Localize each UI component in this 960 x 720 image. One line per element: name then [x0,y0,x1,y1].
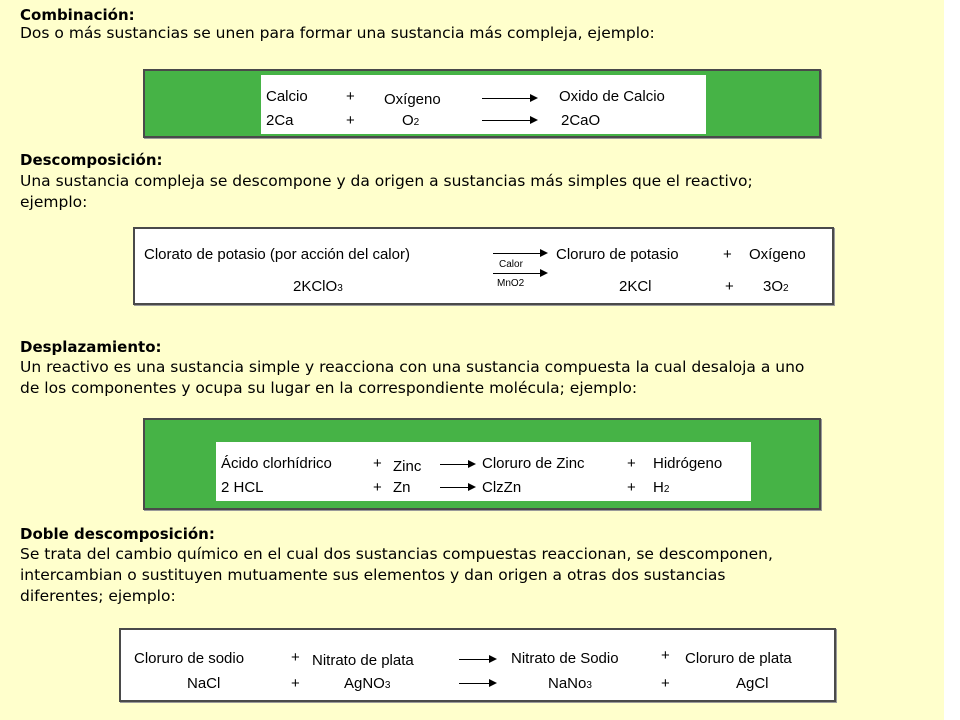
product-name: Cloruro de plata [685,650,792,667]
reactant-formula: Zn [393,479,411,496]
plus-sign: + [661,675,670,692]
reactant-formula: 2 HCL [221,479,264,496]
reactant-name: Ácido clorhídrico [221,455,332,472]
product-name: Oxido de Calcio [559,88,665,105]
reactant-name: Calcio [266,88,308,105]
description-line: diferentes; ejemplo: [20,587,176,605]
description-line: de los componentes y ocupa su lugar en la correspondiente molécula; ejemplo: [20,379,638,397]
plus-sign: + [723,246,732,263]
reaction-arrow [459,659,495,660]
reactant-formula: O2 [402,112,420,129]
product-name: Oxígeno [749,246,806,263]
plus-sign: + [373,455,382,472]
reactant-name: Cloruro de sodio [134,650,245,667]
section-heading-doble-descomposicion: Doble descomposición: [20,525,215,543]
reactant-formula: 2KClO3 [293,278,343,295]
product-formula: 2KCl [619,278,652,295]
reaction-arrow [440,487,474,488]
section-description-desplazamiento [20,357,804,399]
description-line: Dos o más sustancias se unen para formar una sustancia más compleja, ejemplo: [20,24,655,42]
plus-sign: + [373,479,382,496]
arrow-condition-label: Calor [499,259,523,270]
reactant-name: Oxígeno [384,91,441,108]
product-formula: 2CaO [561,112,601,129]
reaction-arrow [493,253,546,254]
product-name: Nitrato de Sodio [511,650,619,667]
section-heading-descomposicion: Descomposición: [20,151,163,169]
equation-panel-desplazamiento [143,418,821,510]
section-description-doble-descomposicion [20,544,773,607]
section-description-combinacion [20,23,655,44]
reaction-arrow [493,273,546,274]
equation-box [261,75,706,134]
reactant-formula: NaCl [187,675,221,692]
equation-panel-combinacion [143,69,821,138]
plus-sign: + [346,112,355,129]
product-formula: AgCl [736,675,769,692]
section-description-descomposicion [20,171,753,213]
plus-sign: + [661,647,670,664]
product-name: Hidrógeno [653,455,723,472]
plus-sign: + [346,88,355,105]
reactant-formula: AgNO3 [344,675,391,692]
reactant-name: Clorato de potasio (por acción del calor) [144,246,410,263]
reaction-arrow [459,683,495,684]
product-formula: NaNo3 [548,675,592,692]
description-line: Una sustancia compleja se descompone y da origen a sustancias más simples que el reactivo; [20,172,753,190]
plus-sign: + [291,675,300,692]
product-formula: H2 [653,479,670,496]
plus-sign: + [627,479,636,496]
product-formula: ClzZn [482,479,522,496]
plus-sign: + [627,455,636,472]
equation-panel-doble-descomposicion [119,628,836,702]
description-line: Un reactivo es una sustancia simple y reacciona con una sustancia compuesta la cual desaloja a uno [20,358,805,376]
product-formula: 3O2 [763,278,789,295]
product-name: Cloruro de Zinc [482,455,585,472]
description-line: ejemplo: [20,193,88,211]
reactant-formula: 2Ca [266,112,294,129]
description-line: Se trata del cambio químico en el cual dos sustancias compuestas reaccionan, se descomponen, [20,545,773,563]
section-heading-desplazamiento: Desplazamiento: [20,338,162,356]
section-heading-combinacion: Combinación: [20,6,135,24]
equation-panel-descomposicion [133,227,834,305]
product-name: Cloruro de potasio [556,246,679,263]
reactant-name: Zinc [393,458,422,475]
arrow-catalyst-label: MnO2 [497,278,525,289]
equation-box [216,442,751,501]
plus-sign: + [725,278,734,295]
description-line: intercambian o sustituyen mutuamente sus elementos y dan origen a otras dos sustancias [20,566,726,584]
plus-sign: + [291,649,300,666]
reactant-name: Nitrato de plata [312,652,414,669]
reaction-arrow [482,120,536,121]
reaction-arrow [440,464,474,465]
reaction-arrow [482,98,536,99]
